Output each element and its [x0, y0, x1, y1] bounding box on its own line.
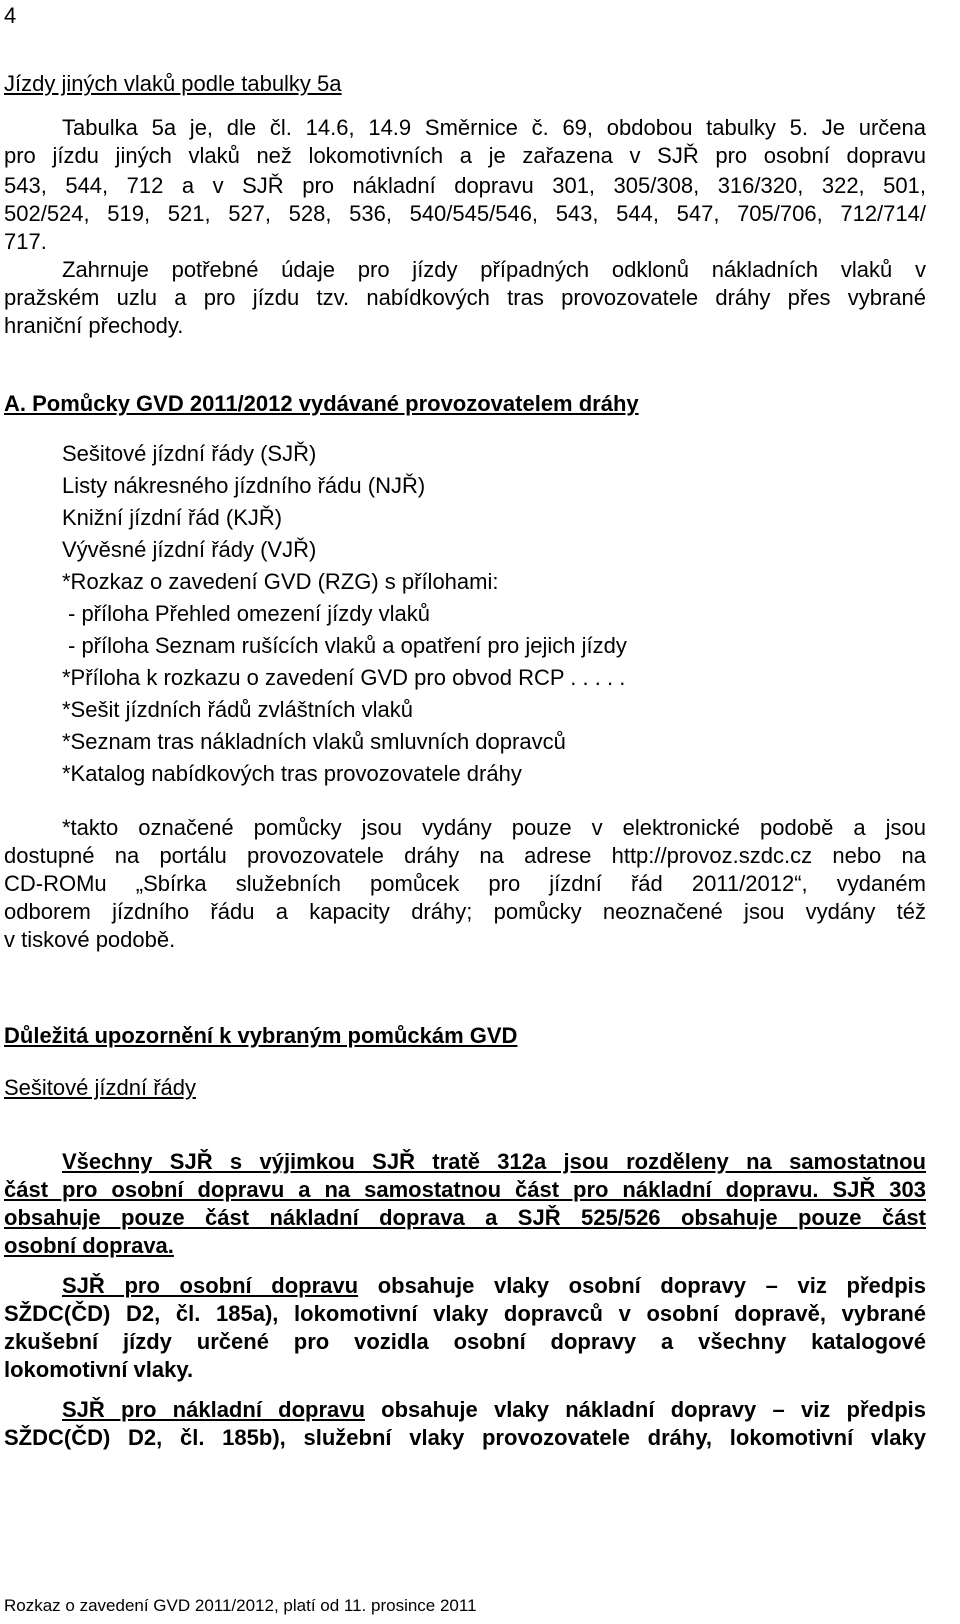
- section-heading-upozorneni: Důležitá upozornění k vybraným pomůckám GVD: [4, 1023, 518, 1048]
- nakladni-first-line: [62, 1396, 926, 1424]
- paragraph-line: pražském uzlu a pro jízdu tzv. nabídkových tras provozovatele dráhy přes vybrané: [4, 285, 926, 310]
- paragraph-line: 502/524, 519, 521, 527, 528, 536, 540/545/546, 543, 544, 547, 705/706, 712/714/: [4, 201, 926, 226]
- osobni-line: lokomotivní vlaky.: [4, 1357, 194, 1382]
- nakladni-label: SJŘ pro nákladní dopravu: [62, 1397, 365, 1422]
- list-item: *Rozkaz o zavedení GVD (RZG) s přílohami:: [62, 569, 499, 594]
- list-item: *Příloha k rozkazu o zavedení GVD pro obvod RCP . . . . .: [62, 665, 626, 690]
- paragraph-line: hraniční přechody.: [4, 313, 184, 338]
- osobni-line: zkušební jízdy určené pro vozidla osobní dopravy a všechny katalogové: [4, 1329, 926, 1354]
- list-subitem: - příloha Seznam rušících vlaků a opatření pro jejich jízdy: [68, 633, 627, 658]
- note-line: odborem jízdního řádu a kapacity dráhy; pomůcky neoznačené jsou vydány též: [4, 899, 926, 924]
- paragraph-line: Tabulka 5a je, dle čl. 14.6, 14.9 Směrnice č. 69, obdobou tabulky 5. Je určena: [62, 115, 926, 140]
- list-item: *Katalog nabídkových tras provozovatele dráhy: [62, 761, 522, 786]
- list-subitem: - příloha Přehled omezení jízdy vlaků: [68, 601, 430, 626]
- section-heading-pomucky: A. Pomůcky GVD 2011/2012 vydávané provozovatelem dráhy: [4, 391, 639, 416]
- osobni-line: SŽDC(ČD) D2, čl. 185a), lokomotivní vlaky dopravců v osobní dopravě, vybrané: [4, 1301, 926, 1326]
- note-line: CD-ROMu „Sbírka služebních pomůcek pro jízdní řád 2011/2012“, vydaném: [4, 871, 926, 896]
- bold-paragraph-line: část pro osobní dopravu a na samostatnou část pro nákladní dopravu. SJŘ 303: [4, 1177, 926, 1202]
- bold-paragraph-line: osobní doprava.: [4, 1233, 174, 1258]
- list-item: *Seznam tras nákladních vlaků smluvních dopravců: [62, 729, 566, 754]
- note-line: v tiskové podobě.: [4, 927, 176, 952]
- list-item: Listy nákresného jízdního řádu (NJŘ): [62, 473, 426, 498]
- list-item: Vývěsné jízdní řády (VJŘ): [62, 537, 317, 562]
- paragraph-line: 543, 544, 712 a v SJŘ pro nákladní dopravu 301, 305/308, 316/320, 322, 501,: [4, 173, 926, 198]
- paragraph-line: Zahrnuje potřebné údaje pro jízdy případných odklonů nákladních vlaků v: [62, 257, 926, 282]
- osobni-rest: obsahuje vlaky osobní dopravy – viz předpis: [358, 1273, 926, 1298]
- section-heading-tabulka-5a: Jízdy jiných vlaků podle tabulky 5a: [4, 71, 342, 96]
- page-number: 4: [4, 3, 17, 28]
- page-footer: Rozkaz o zavedení GVD 2011/2012, platí od 11. prosince 2011: [4, 1596, 477, 1615]
- bold-paragraph-line: Všechny SJŘ s výjimkou SJŘ tratě 312a jsou rozděleny na samostatnou: [62, 1149, 926, 1174]
- list-item: Knižní jízdní řád (KJŘ): [62, 505, 283, 530]
- paragraph-line: pro jízdu jiných vlaků než lokomotivních a je zařazena v SJŘ pro osobní dopravu: [4, 143, 926, 168]
- subsection-heading-sesitove: Sešitové jízdní řády: [4, 1075, 196, 1100]
- nakladni-rest: obsahuje vlaky nákladní dopravy – viz předpis: [364, 1397, 926, 1422]
- bold-paragraph-line: obsahuje pouze část nákladní doprava a SJŘ 525/526 obsahuje pouze část: [4, 1205, 926, 1230]
- nakladni-line: SŽDC(ČD) D2, čl. 185b), služební vlaky provozovatele dráhy, lokomotivní vlaky: [4, 1425, 926, 1450]
- note-line: *takto označené pomůcky jsou vydány pouze v elektronické podobě a jsou: [62, 815, 926, 840]
- paragraph-line: 717.: [4, 229, 47, 254]
- list-item: Sešitové jízdní řády (SJŘ): [62, 441, 317, 466]
- osobni-label: SJŘ pro osobní dopravu: [62, 1273, 359, 1298]
- note-line: dostupné na portálu provozovatele dráhy na adrese http://provoz.szdc.cz nebo na: [4, 843, 926, 868]
- list-item: *Sešit jízdních řádů zvláštních vlaků: [62, 697, 413, 722]
- osobni-first-line: [62, 1272, 926, 1300]
